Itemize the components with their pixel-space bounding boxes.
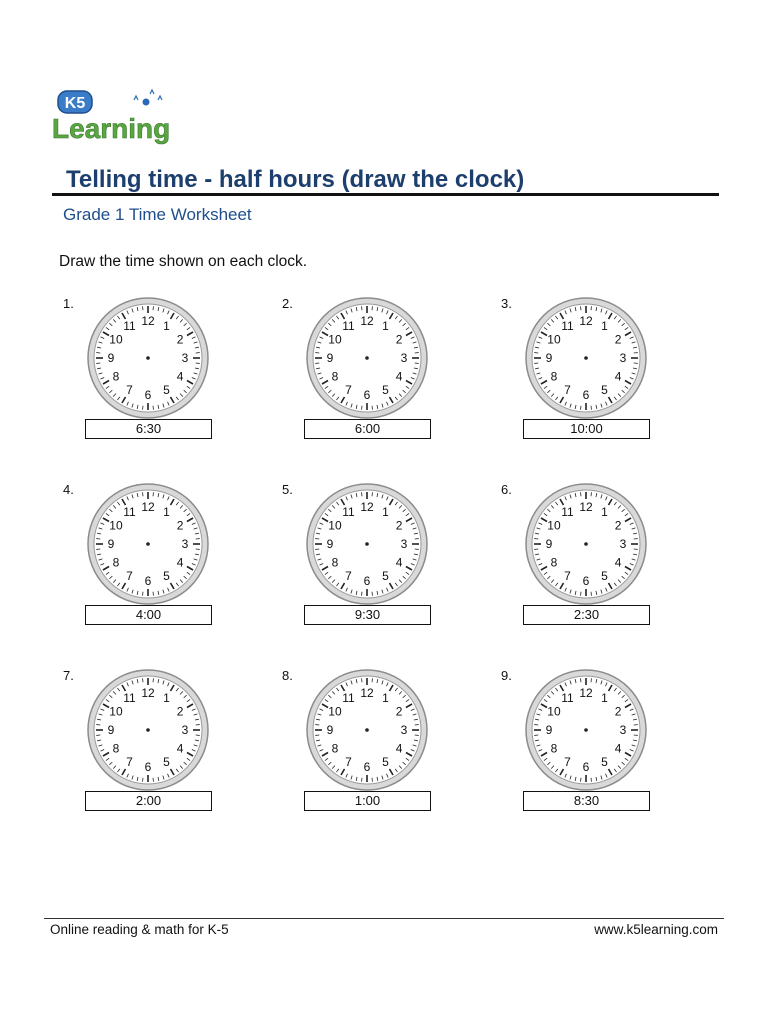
- clock-face[interactable]: [84, 296, 212, 420]
- clock-numeral: 2: [614, 704, 622, 719]
- clock-numeral: 12: [141, 686, 155, 701]
- clock-numeral: 1: [382, 691, 389, 706]
- clock-numeral: 5: [382, 569, 389, 584]
- clock-numeral: 10: [547, 332, 561, 347]
- clock-numeral: 4: [176, 369, 184, 384]
- problem-number: 1.: [63, 296, 74, 311]
- clock-numeral: 6: [144, 388, 152, 403]
- problem-number: 8.: [282, 668, 293, 683]
- clock-numeral: 6: [144, 760, 152, 775]
- time-label-box: 2:00: [85, 791, 212, 811]
- problem-6: [501, 482, 701, 632]
- clock-numeral: 2: [395, 332, 403, 347]
- clock-numeral: 3: [400, 723, 408, 738]
- clock-numeral: 2: [176, 704, 184, 719]
- clock-numeral: 12: [579, 686, 593, 701]
- clock-numeral: 4: [395, 555, 403, 570]
- clock-numeral: 12: [360, 314, 374, 329]
- clock-numeral: 9: [107, 723, 115, 738]
- clock-numeral: 2: [395, 518, 403, 533]
- clock-numeral: 8: [550, 369, 558, 384]
- clock-numeral: 3: [619, 723, 627, 738]
- clock-numeral: 6: [363, 760, 371, 775]
- clock-center-dot: [365, 728, 369, 732]
- clock-face[interactable]: [522, 668, 650, 792]
- clock-numeral: 12: [141, 314, 155, 329]
- clock-numeral: 6: [582, 760, 590, 775]
- clock-numeral: 10: [547, 518, 561, 533]
- clock-numeral: 2: [176, 332, 184, 347]
- clock-numeral: 11: [123, 505, 136, 520]
- clock-numeral: 9: [326, 537, 334, 552]
- time-label-box: 2:30: [523, 605, 650, 625]
- clock-numeral: 10: [328, 332, 342, 347]
- clock-center-dot: [146, 542, 150, 546]
- clock-numeral: 9: [107, 537, 115, 552]
- instructions: Draw the time shown on each clock.: [59, 253, 308, 270]
- clock-numeral: 11: [561, 319, 574, 334]
- clock-numeral: 7: [345, 383, 352, 398]
- clock-numeral: 10: [109, 332, 123, 347]
- clock-numeral: 4: [395, 741, 403, 756]
- clock-center-dot: [365, 542, 369, 546]
- clock-numeral: 4: [614, 555, 622, 570]
- time-label-box: 6:30: [85, 419, 212, 439]
- clock-numeral: 7: [126, 755, 133, 770]
- clock-numeral: 7: [564, 569, 571, 584]
- clock-numeral: 6: [363, 574, 371, 589]
- clock-numeral: 1: [163, 319, 170, 334]
- clock-numeral: 12: [579, 500, 593, 515]
- problem-number: 6.: [501, 482, 512, 497]
- problem-5: [282, 482, 482, 632]
- clock-numeral: 10: [547, 704, 561, 719]
- time-label-box: 4:00: [85, 605, 212, 625]
- clock-face[interactable]: [84, 482, 212, 606]
- clock-numeral: 9: [545, 351, 553, 366]
- clock-numeral: 1: [601, 691, 608, 706]
- clock-numeral: 9: [545, 723, 553, 738]
- clock-center-dot: [146, 728, 150, 732]
- worksheet-title: Telling time - half hours (draw the clock): [66, 166, 525, 193]
- clock-numeral: 5: [382, 383, 389, 398]
- clock-numeral: 5: [382, 755, 389, 770]
- clock-numeral: 3: [400, 351, 408, 366]
- clock-center-dot: [584, 356, 588, 360]
- clock-center-dot: [584, 542, 588, 546]
- time-label-box: 1:00: [304, 791, 431, 811]
- time-label-box: 6:00: [304, 419, 431, 439]
- problem-1: [63, 296, 263, 446]
- problem-number: 4.: [63, 482, 74, 497]
- problem-9: [501, 668, 701, 818]
- problem-4: [63, 482, 263, 632]
- clock-numeral: 11: [342, 319, 355, 334]
- clock-numeral: 8: [550, 741, 558, 756]
- clock-center-dot: [365, 356, 369, 360]
- clock-numeral: 4: [395, 369, 403, 384]
- problem-number: 2.: [282, 296, 293, 311]
- clock-numeral: 6: [144, 574, 152, 589]
- clock-numeral: 3: [400, 537, 408, 552]
- clock-numeral: 10: [109, 518, 123, 533]
- clock-numeral: 3: [181, 723, 189, 738]
- clock-face[interactable]: [303, 296, 431, 420]
- clock-numeral: 9: [326, 351, 334, 366]
- clock-numeral: 8: [331, 369, 339, 384]
- clock-numeral: 4: [614, 741, 622, 756]
- clock-numeral: 11: [342, 691, 355, 706]
- clock-numeral: 5: [601, 755, 608, 770]
- clock-face[interactable]: [303, 482, 431, 606]
- clock-numeral: 4: [614, 369, 622, 384]
- clock-numeral: 8: [112, 555, 120, 570]
- clock-face[interactable]: [303, 668, 431, 792]
- footer-website: www.k5learning.com: [594, 922, 718, 937]
- clock-numeral: 7: [345, 569, 352, 584]
- clock-numeral: 7: [564, 755, 571, 770]
- clock-numeral: 6: [363, 388, 371, 403]
- clock-numeral: 2: [176, 518, 184, 533]
- logo-wordmark: Learning: [52, 113, 171, 144]
- clock-numeral: 10: [109, 704, 123, 719]
- time-label-box: 8:30: [523, 791, 650, 811]
- clock-numeral: 4: [176, 741, 184, 756]
- clock-numeral: 5: [163, 383, 170, 398]
- clock-center-dot: [146, 356, 150, 360]
- clock-numeral: 11: [342, 505, 355, 520]
- clock-numeral: 8: [112, 741, 120, 756]
- clock-numeral: 5: [601, 383, 608, 398]
- clock-numeral: 3: [619, 537, 627, 552]
- clock-center-dot: [584, 728, 588, 732]
- clock-numeral: 11: [561, 691, 574, 706]
- clock-numeral: 3: [181, 537, 189, 552]
- clock-numeral: 5: [163, 569, 170, 584]
- problem-3: [501, 296, 701, 446]
- problem-number: 9.: [501, 668, 512, 683]
- clock-numeral: 5: [163, 755, 170, 770]
- clock-numeral: 8: [331, 555, 339, 570]
- clock-numeral: 8: [550, 555, 558, 570]
- footer-tagline: Online reading & math for K-5: [50, 922, 229, 937]
- clock-numeral: 7: [564, 383, 571, 398]
- clock-numeral: 7: [126, 383, 133, 398]
- clock-numeral: 2: [395, 704, 403, 719]
- clock-numeral: 1: [382, 319, 389, 334]
- clock-numeral: 3: [181, 351, 189, 366]
- clock-numeral: 4: [176, 555, 184, 570]
- clock-numeral: 9: [326, 723, 334, 738]
- k5-learning-logo: [50, 88, 190, 148]
- clock-numeral: 12: [141, 500, 155, 515]
- problem-number: 7.: [63, 668, 74, 683]
- clock-numeral: 12: [360, 686, 374, 701]
- clock-face[interactable]: [522, 482, 650, 606]
- footer-divider: [44, 918, 724, 919]
- clock-numeral: 9: [545, 537, 553, 552]
- clock-numeral: 3: [619, 351, 627, 366]
- title-underline: [52, 193, 719, 196]
- clock-numeral: 9: [107, 351, 115, 366]
- worksheet-subtitle: Grade 1 Time Worksheet: [63, 205, 252, 224]
- clock-numeral: 2: [614, 332, 622, 347]
- clock-face[interactable]: [522, 296, 650, 420]
- clock-numeral: 1: [601, 319, 608, 334]
- logo-badge-text: K5: [64, 95, 86, 112]
- clock-numeral: 2: [614, 518, 622, 533]
- clock-numeral: 5: [601, 569, 608, 584]
- clock-face[interactable]: [84, 668, 212, 792]
- clock-numeral: 12: [579, 314, 593, 329]
- clock-numeral: 11: [123, 319, 136, 334]
- problem-7: [63, 668, 263, 818]
- clock-numeral: 11: [123, 691, 136, 706]
- problem-number: 5.: [282, 482, 293, 497]
- clock-numeral: 6: [582, 388, 590, 403]
- clock-numeral: 1: [163, 691, 170, 706]
- clock-numeral: 1: [382, 505, 389, 520]
- time-label-box: 9:30: [304, 605, 431, 625]
- clock-numeral: 6: [582, 574, 590, 589]
- clock-numeral: 11: [561, 505, 574, 520]
- clock-numeral: 1: [601, 505, 608, 520]
- clock-numeral: 12: [360, 500, 374, 515]
- problem-number: 3.: [501, 296, 512, 311]
- clock-numeral: 8: [331, 741, 339, 756]
- problem-2: [282, 296, 482, 446]
- problem-8: [282, 668, 482, 818]
- clock-numeral: 7: [126, 569, 133, 584]
- clock-numeral: 10: [328, 704, 342, 719]
- time-label-box: 10:00: [523, 419, 650, 439]
- clock-numeral: 1: [163, 505, 170, 520]
- clock-numeral: 8: [112, 369, 120, 384]
- clock-numeral: 10: [328, 518, 342, 533]
- clock-numeral: 7: [345, 755, 352, 770]
